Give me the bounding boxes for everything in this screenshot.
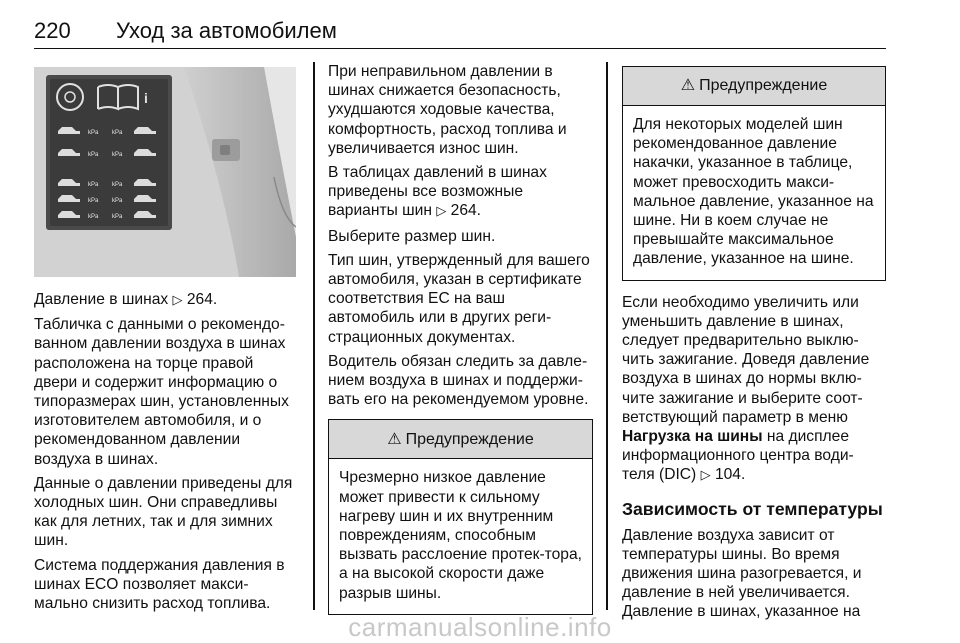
paragraph-text: В таблицах давлений в шинах приведены все возможные варианты шин — [328, 164, 547, 220]
warning-body: Чрезмерно низкое давление может привести к сильному нагреву шин и их внутренним повреждениям, способным вызвать расслоение протек-тора, а на высокой скорости даже разрыв шины. — [339, 469, 582, 602]
warning-body: Для некоторых моделей шин рекомендованное давление накачки, указанное в таблице, может превосходить макси-мальное давление, указанное на шине. Ни в коем случае не превышайте максимальное давление, указанное на шине. — [633, 116, 874, 268]
placard-kpa-label: kPa — [88, 182, 99, 188]
page-number: 220 — [34, 18, 71, 43]
menu-item-name: Нагрузка на шины — [622, 428, 763, 446]
warning-header — [329, 420, 592, 459]
paragraph: При неправильном давлении в шинах снижается безопасность, ухудшаются ходовые качества, комфортность, расход топлива и увеличивается износ шин. — [328, 63, 567, 157]
door-label-photo — [34, 67, 296, 277]
paragraph-text: Если необходимо увеличить или уменьшить давление в шинах, следует предварительно выклю-чить зажигание. Доведя давление воздуха в шинах до нормы вклю-чите зажигание и выберите соот-ветствующий параметр в меню — [622, 293, 870, 426]
placard-kpa-label: kPa — [112, 182, 123, 188]
placard-kpa-label: kPa — [88, 198, 99, 204]
paragraph: Тип шин, утвержденный для вашего автомобиля, указан в сертификате соответствия ЕС на ваш автомобиль или в других реги-страционных документах. — [328, 251, 590, 346]
placard-kpa-label: kPa — [112, 130, 123, 136]
placard-kpa-label: kPa — [112, 214, 123, 220]
caption-page-ref[interactable]: 264. — [186, 291, 218, 308]
paragraph — [622, 293, 886, 486]
page-title: Уход за автомобилем — [116, 18, 337, 43]
placard-kpa-label: kPa — [112, 198, 123, 204]
column-left — [34, 290, 296, 618]
paragraph: Система поддержания давления в шинах ECO позволяет макси-мально снизить расход топлива. — [34, 556, 285, 613]
column-middle — [328, 62, 593, 615]
watermark: carmanualsonline.info — [348, 612, 612, 642]
placard-kpa-label: kPa — [88, 152, 99, 158]
paragraph: Табличка с данными о рекомендо-ванном давлении воздуха в шинах расположена на торце правой двери и содержит информацию о типоразмерах шин, установленных изготовителем автомобиля, и о рекомендованном давлении воздуха в шинах. — [34, 316, 289, 468]
warning-triangle-icon: ⚠ — [387, 430, 402, 448]
column-right — [622, 66, 886, 627]
column-divider — [606, 62, 608, 610]
section-heading: Зависимость от температуры — [622, 498, 883, 519]
door-pillar-illustration — [34, 67, 296, 277]
paragraph: Данные о давлении приведены для холодных шин. Они справедливы как для летних, так и для зимних шин. — [34, 474, 293, 550]
placard-kpa-label: kPa — [112, 152, 123, 158]
warning-title: Предупреждение — [405, 430, 534, 448]
warning-header — [623, 67, 885, 106]
page-ref[interactable]: 264. — [450, 202, 482, 220]
paragraph-text: на дисплее информационного центра води-теля (DIC) — [622, 428, 854, 484]
caption-text: Давление в шинах — [34, 291, 169, 308]
page-header — [34, 14, 886, 49]
paragraph: Давление воздуха зависит от температуры шины. Во время движения шина разогревается, и давление в ней увеличивается. Давление в шинах, указанное на — [622, 526, 862, 621]
page-ref[interactable]: 104. — [714, 466, 746, 484]
photo-caption — [34, 290, 296, 310]
xref-icon: ▷ — [700, 468, 711, 484]
xref-icon: ▷ — [436, 204, 447, 220]
paragraph: Водитель обязан следить за давле-нием воздуха в шинах и поддержи-вать его на рекомендуемом уровне. — [328, 352, 589, 409]
warning-title: Предупреждение — [699, 77, 828, 95]
paragraph — [328, 163, 593, 222]
placard-kpa-label: kPa — [88, 130, 99, 136]
warning-box — [622, 66, 886, 281]
warning-triangle-icon: ⚠ — [680, 77, 696, 95]
placard-kpa-label: kPa — [88, 214, 99, 220]
xref-icon: ▷ — [172, 293, 183, 308]
warning-box — [328, 419, 593, 614]
svg-text:i: i — [144, 90, 148, 106]
paragraph: Выберите размер шин. — [328, 227, 496, 245]
column-divider — [313, 62, 315, 610]
